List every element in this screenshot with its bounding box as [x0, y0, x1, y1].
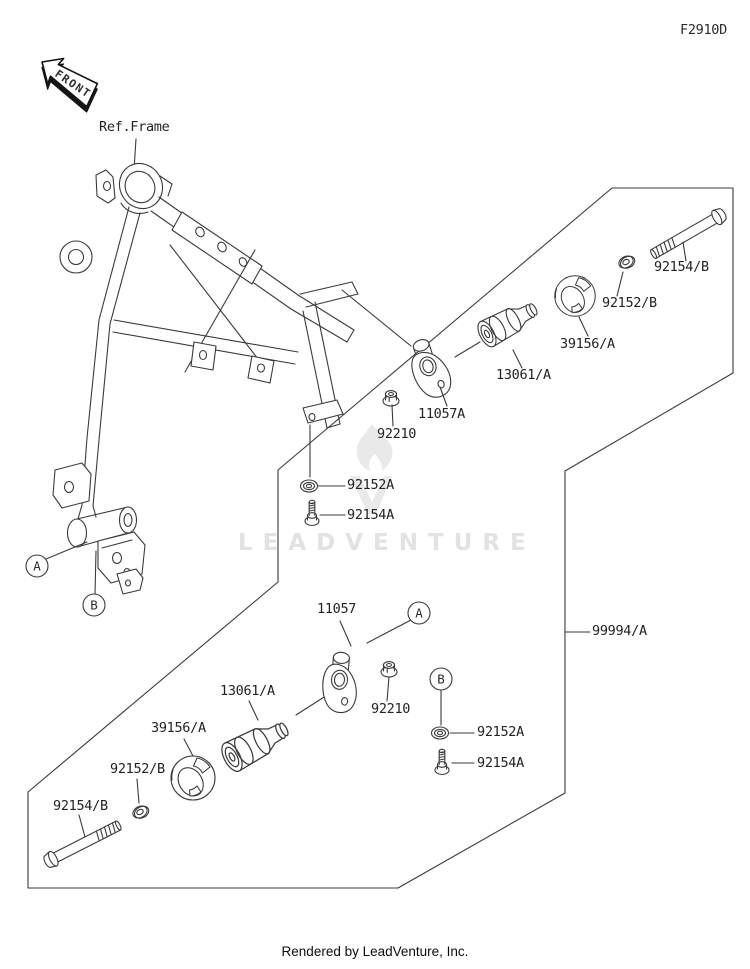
part-label-92154a-lower[interactable]: 92154A: [477, 755, 524, 771]
leadventure-watermark-text: LEADVENTURE: [238, 530, 536, 556]
part-label-92210-lower[interactable]: 92210: [371, 701, 411, 717]
part-label-11057a-upper[interactable]: 11057A: [418, 406, 465, 422]
ref-frame-label: Ref.Frame: [99, 119, 170, 135]
frame-callout-b: B: [90, 597, 98, 613]
assembly-callout-b: B: [437, 671, 445, 687]
lower-assembly: [42, 621, 474, 870]
part-label-39156a-upper[interactable]: 39156/A: [560, 336, 615, 352]
part-label-99994a-kit[interactable]: 99994/A: [592, 623, 647, 639]
part-label-92152b-lower[interactable]: 92152/B: [110, 761, 165, 777]
part-label-92154a-upper[interactable]: 92154A: [347, 507, 394, 523]
diagram-code: F2910D: [680, 22, 727, 38]
part-label-92152a-lower[interactable]: 92152A: [477, 724, 524, 740]
part-label-92152b-upper[interactable]: 92152/B: [602, 295, 657, 311]
frame-callout-a: A: [33, 558, 41, 574]
render-credit: Rendered by LeadVenture, Inc.: [281, 944, 469, 959]
part-label-92154b-upper[interactable]: 92154/B: [654, 259, 709, 275]
part-label-92154b-lower[interactable]: 92154/B: [53, 798, 108, 814]
part-label-39156a-lower[interactable]: 39156/A: [151, 720, 206, 736]
part-label-13061a-lower[interactable]: 13061/A: [220, 683, 275, 699]
assembly-callout-a: A: [415, 605, 423, 621]
front-direction-arrow: [31, 50, 104, 115]
part-label-13061a-upper[interactable]: 13061/A: [496, 367, 551, 383]
part-label-92152a-upper[interactable]: 92152A: [347, 477, 394, 493]
part-label-92210-upper[interactable]: 92210: [377, 426, 417, 442]
front-arrow-label: FRONT: [52, 67, 94, 101]
part-label-11057-lower[interactable]: 11057: [317, 601, 357, 617]
